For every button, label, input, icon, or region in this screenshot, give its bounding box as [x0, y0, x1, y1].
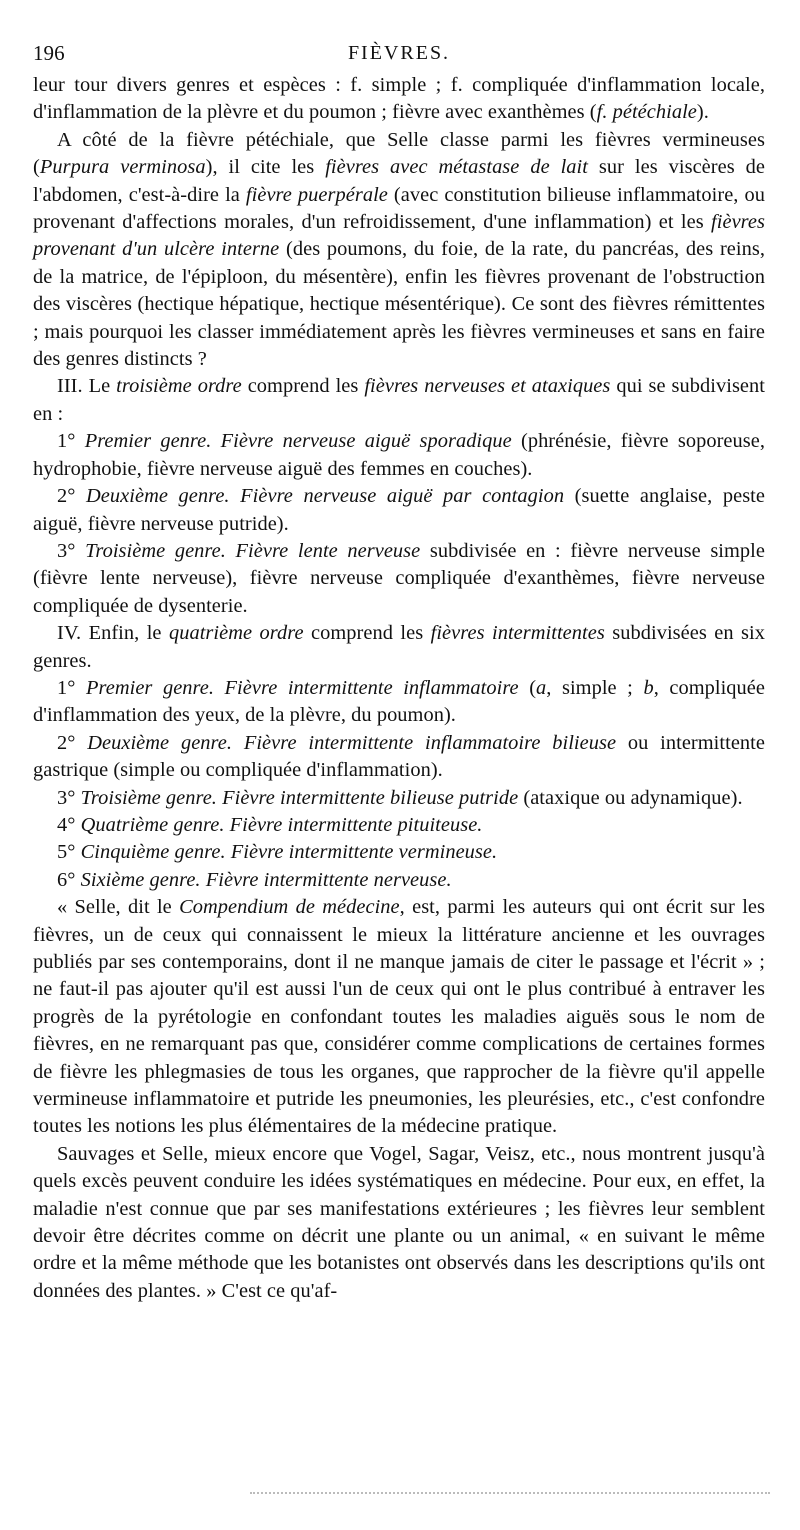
text-run: (ataxique ou adynamique). — [518, 786, 743, 809]
italic-text: Premier genre. Fièvre nerveuse aiguë sporadique — [84, 430, 512, 453]
text-run: , simple ; — [546, 676, 644, 699]
paragraph-p8 — [33, 675, 765, 730]
paragraph-p11 — [33, 812, 765, 839]
text-run: 5° — [57, 841, 81, 864]
text-run: 3° — [57, 539, 86, 562]
text-run: , compliquée d'inflammation des yeux, de la plèvre, du poumon). — [33, 676, 765, 727]
text-run: comprend les — [241, 375, 365, 398]
paragraph-p1 — [33, 72, 765, 127]
paragraph-p10 — [33, 785, 765, 812]
text-run: ). — [696, 101, 709, 124]
italic-text: Premier genre. Fièvre intermittente inflammatoire — [86, 676, 519, 699]
paragraph-p2 — [33, 127, 765, 374]
text-run: Sauvages et Selle, mieux encore que Vogel, Sagar, Veisz, etc., nous montrent jusqu'à quels excès peuvent conduire les idées systématiques en médecine. Pour eux, en effet, la maladie n'est connue que par ses manifestations extérieures ; les fièvres leur semblent devoir être décrites comme on décrit une plante ou un animal, « en suivant le même ordre et la même méthode que les botanistes ont observés dans les descriptions qu'ils ont données des plantes. » C'est ce qu'af- — [33, 1142, 765, 1302]
text-run: A côté de la fièvre pétéchiale, que Selle classe parmi les fièvres vermineuses ( — [33, 128, 765, 179]
italic-text: Compendium de médecine — [179, 896, 400, 919]
text-run: sur les viscères de l'abdomen, c'est-à-dire la — [33, 156, 765, 206]
italic-text: f. pétéchiale — [596, 101, 697, 124]
paragraph-p6 — [33, 538, 765, 620]
italic-text: Sixième genre. Fièvre intermittente nerveuse. — [80, 868, 452, 891]
text-run: « Selle, dit le — [57, 896, 180, 919]
text-run: IV. Enfin, le — [57, 622, 169, 645]
italic-text: Deuxième genre. Fièvre intermittente inflammatoire bilieuse — [87, 731, 617, 754]
document-page — [33, 40, 765, 1305]
text-run: leur tour divers genres et espèces : f. simple ; f. compliquée d'inflammation locale, d'inflammation de la plèvre et du poumon ; fièvre avec exanthèmes ( — [33, 74, 765, 124]
text-run: (suette anglaise, peste aiguë, fièvre nerveuse putride). — [33, 485, 765, 535]
text-run: (phrénésie, fièvre soporeuse, hydrophobie, fièvre nerveuse aiguë des femmes en couches). — [33, 430, 765, 480]
text-run: qui se subdivisent en : — [33, 375, 765, 425]
text-run: 2° — [57, 485, 87, 508]
text-run: ou intermittente gastrique (simple ou compliquée d'inflammation). — [33, 731, 765, 782]
text-run: comprend les — [303, 622, 431, 645]
italic-text: Purpura verminosa — [39, 156, 206, 179]
text-run: 1° — [57, 430, 85, 453]
text-run: 3° — [57, 786, 81, 809]
italic-text: Deuxième genre. Fièvre nerveuse aiguë par contagion — [86, 485, 565, 508]
page-number: 196 — [33, 41, 65, 65]
italic-text: b — [643, 676, 654, 699]
text-run: subdivisée en : fièvre nerveuse simple (fièvre lente nerveuse), fièvre nerveuse compliquée d'exanthèmes, fièvre nerveuse compliquée de dysenterie. — [33, 539, 765, 617]
italic-text: fièvres provenant d'un ulcère interne — [33, 211, 765, 261]
text-run: 6° — [57, 868, 81, 891]
text-run: ( — [518, 676, 537, 699]
page-header — [33, 40, 765, 70]
text-run: (avec constitution bilieuse inflammatoire, ou provenant d'affections morales, d'un refroidissement, d'une inflammation) et les — [33, 183, 765, 234]
paragraph-p15 — [33, 1141, 765, 1305]
paragraph-p14 — [33, 894, 765, 1141]
italic-text: Troisième genre. Fièvre intermittente bilieuse putride — [80, 786, 519, 809]
paragraph-p5 — [33, 483, 765, 538]
running-title: FIÈVRES. — [347, 42, 451, 64]
paragraph-p7 — [33, 620, 765, 675]
italic-text: Quatrième genre. Fièvre intermittente pituiteuse. — [80, 813, 483, 836]
italic-text: Troisième genre. Fièvre lente nerveuse — [85, 539, 421, 562]
italic-text: fièvre puerpérale — [245, 183, 388, 206]
italic-text: Cinquième genre. Fièvre intermittente vermineuse. — [80, 841, 498, 864]
text-run: subdivisées en six genres. — [33, 622, 766, 672]
italic-text: quatrième ordre — [168, 622, 304, 645]
italic-text: fièvres nerveuses et ataxiques — [364, 375, 611, 398]
italic-text: fièvres avec métastase de lait — [325, 156, 588, 179]
paragraph-p4 — [33, 428, 765, 483]
text-run: III. Le — [57, 375, 117, 398]
text-run: 1° — [57, 676, 86, 699]
bottom-ornament — [250, 1492, 770, 1498]
text-run: 2° — [57, 731, 88, 754]
paragraph-p9 — [33, 730, 765, 785]
italic-text: troisième ordre — [116, 375, 242, 398]
text-run: , est, parmi les auteurs qui ont écrit sur les fièvres, un de ceux qui connaissent le mieux la littérature ancienne et les ouvrages publiés par ses contemporains, dont il ne manque jamais de citer le passage et l'écrit » ; ne faut-il pas ajouter qu'il est aussi l'un de ceux qui ont le plus contribué à entraver les progrès de la pyrétologie en confondant toutes les maladies aiguës sous le nom de fièvres, en ne remarquant pas que, considérer comme complications de certaines formes de fièvre les phlegmasies de tous les organes, que rapprocher de la fièvre qu'il appelle vermineuse inflammatoire et putride les pneumonies, les pleurésies, etc., c'est confondre toutes les notions les plus élémentaires de la médecine pratique. — [33, 896, 765, 1138]
paragraph-p12 — [33, 839, 765, 866]
body-text — [33, 72, 765, 1305]
text-run: ), il cite les — [205, 156, 326, 179]
italic-text: fièvres intermittentes — [430, 622, 605, 645]
text-run: (des poumons, du foie, de la rate, du pancréas, des reins, de la matrice, de l'épiploon, du mésentère), enfin les fièvres provenant de l'obstruction des viscères (hectique hépatique, hectique mésentérique). Ce sont des fièvres rémittentes ; mais pourquoi les classer immédiatement après les fièvres vermineuses et sans en faire des genres distincts ? — [33, 238, 765, 371]
paragraph-p3 — [33, 373, 765, 428]
text-run: 4° — [57, 813, 81, 836]
paragraph-p13 — [33, 867, 765, 894]
italic-text: a — [536, 676, 547, 699]
